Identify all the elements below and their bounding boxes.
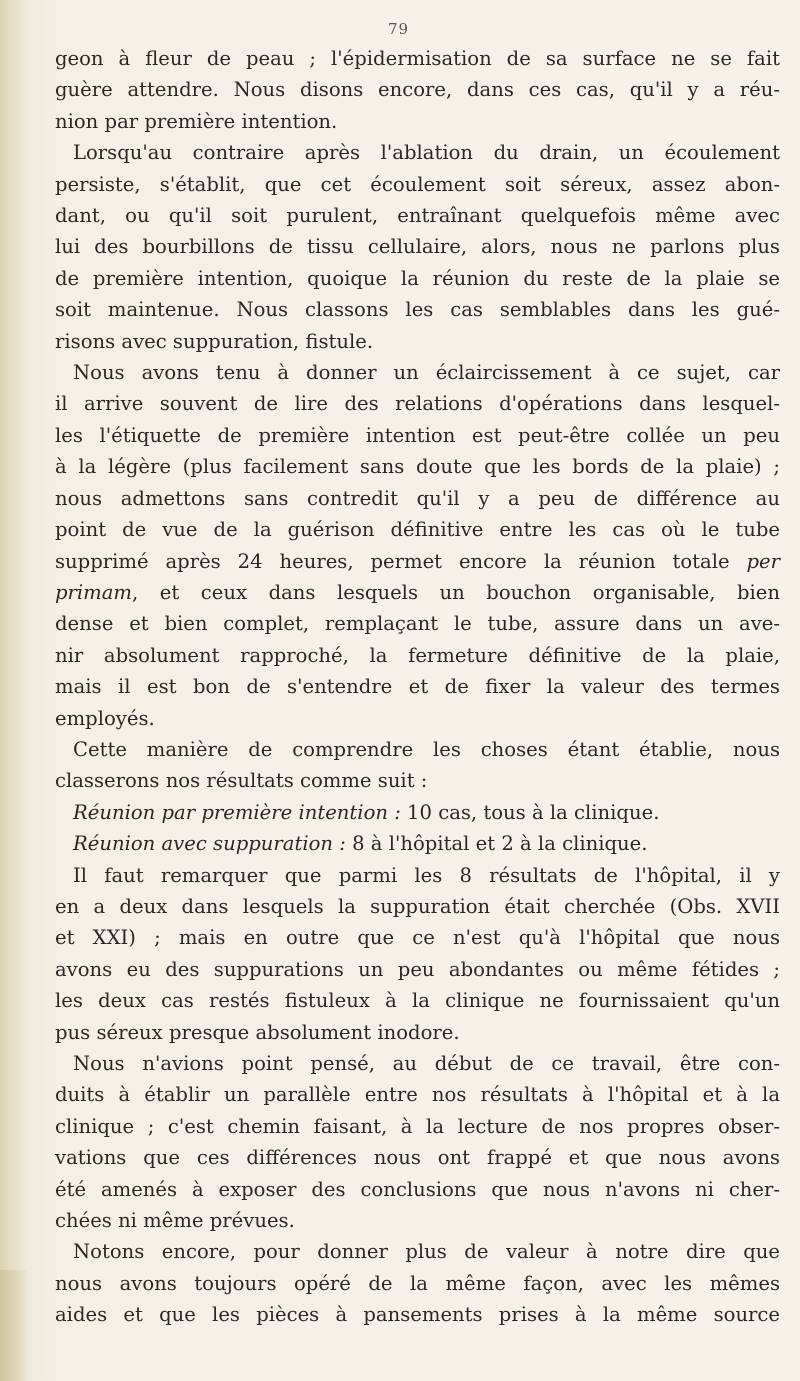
text-line [55,1079,780,1110]
text-line [55,922,780,953]
line-text: les l'étiquette de première intention est peut-être collée un peu [55,423,780,447]
line-text: et XXI) ; mais en outre que ce n'est qu'à l'hôpital que nous [55,926,780,950]
text-line [55,671,780,702]
text-line [55,388,780,419]
line-text: lui des bourbillons de tissu cellulaire, alors, nous ne parlons plus [55,235,780,259]
line-text: supprimé après 24 heures, permet encore la réunion totale [55,549,730,573]
line-text: Nous n'avions point pensé, au début de ce travail, être con- [73,1052,780,1075]
line-text: dant, ou qu'il soit purulent, entraînant quelquefois même avec [55,204,780,228]
text-line [55,231,780,262]
line-text: risons avec suppuration, fistule. [55,329,374,353]
text-line [55,1142,780,1173]
line-text: duits à établir un parallèle entre nos résultats à l'hôpital et à la [55,1083,780,1107]
text-line [55,546,780,577]
line-text: 8 à l'hôpital et 2 à la clinique. [345,832,648,856]
line-text: Lorsqu'au contraire après l'ablation du drain, un écoulement [73,141,780,165]
text-line [55,1048,780,1079]
text-line [55,1299,780,1330]
page-gutter-shadow-bottom [0,1270,28,1381]
line-text: clinique ; c'est chemin faisant, à la lecture de nos propres obser- [55,1114,780,1138]
line-text: Notons encore, pour donner plus de valeur à notre dire que [73,1240,780,1264]
line-text: il arrive souvent de lire des relations d'opérations dans lesquel- [55,392,780,416]
text-line [55,106,780,137]
line-text: Il faut remarquer que parmi les 8 résultats de l'hôpital, il y [73,863,780,887]
line-text: nous admettons sans contredit qu'il y a peu de différence au [55,486,780,510]
line-text: nous avons toujours opéré de la même façon, avec les mêmes [55,1271,780,1295]
line-text: de première intention, quoique la réunion du reste de la plaie se [55,266,780,290]
text-line [55,43,780,74]
text-line [55,765,780,796]
text-line [55,420,780,451]
line-text: dense et bien complet, remplaçant le tube, assure dans un ave- [55,612,780,636]
line-text: employés. [55,706,155,730]
line-text: point de vue de la guérison définitive entre les cas où le tube [55,518,780,542]
text-line [55,326,780,357]
text-line [55,797,780,828]
line-text: pus séreux presque absolument inodore. [55,1020,460,1044]
body-text [55,43,780,1331]
line-text: Nous avons tenu à donner un éclaircissement à ce sujet, car [73,361,780,385]
line-text: , et ceux dans lesquels un bouchon organisable, bien [132,580,780,604]
line-text: nion par première intention. [55,109,338,133]
line-text: persiste, s'établit, que cet écoulement soit séreux, assez abon- [55,172,780,196]
line-text: vations que ces différences nous ont frappé et que nous avons [55,1146,780,1170]
text-line [55,1017,780,1048]
text-line [55,263,780,294]
line-text: chées ni même prévues. [55,1209,295,1233]
text-line [55,200,780,231]
line-text: geon à fleur de peau ; l'épidermisation de sa surface ne se fait [55,47,780,70]
text-line [55,828,780,859]
text-line [55,483,780,514]
text-line [55,860,780,891]
italic-text: Réunion avec suppuration : [73,832,346,856]
line-text: classerons nos résultats comme suit : [55,769,428,793]
line-text: 10 cas, tous à la clinique. [400,800,660,824]
page-gutter-shadow [0,0,22,1381]
line-text: soit maintenue. Nous classons les cas semblables dans les gué- [55,298,780,322]
text-line [55,74,780,105]
line-text: mais il est bon de s'entendre et de fixer la valeur des termes [55,675,780,699]
text-line [55,169,780,200]
text-line [55,577,780,608]
line-text: Cette manière de comprendre les choses étant établie, nous [73,737,780,761]
text-line [55,294,780,325]
line-text: en a deux dans lesquels la suppuration était cherchée (Obs. XVII [55,894,780,918]
text-line [55,137,780,168]
text-line [55,640,780,671]
line-text: les deux cas restés fistuleux à la clinique ne fournissaient qu'un [55,989,780,1013]
text-line [55,1268,780,1299]
italic-text: primam [55,580,133,604]
text-line [55,734,780,765]
line-text: aides et que les pièces à pansements prises à la même source [55,1303,780,1327]
text-line [55,1236,780,1267]
italic-text: Réunion par première intention : [73,800,401,824]
text-line [55,1205,780,1236]
line-text: été amenés à exposer des conclusions que nous n'avons ni cher- [55,1177,780,1201]
text-line [55,1111,780,1142]
text-line [55,608,780,639]
line-text: nir absolument rapproché, la fermeture définitive de la plaie, [55,643,780,667]
line-text: à la légère (plus facilement sans doute que les bords de la plaie) ; [55,455,780,479]
page-number: 79 [388,20,410,38]
text-line [55,954,780,985]
text-line [55,514,780,545]
text-line [55,703,780,734]
text-line [55,357,780,388]
line-text: avons eu des suppurations un peu abondantes ou même fétides ; [55,957,780,981]
text-line [55,891,780,922]
text-line [55,985,780,1016]
text-line [55,451,780,482]
italic-text: per [729,549,780,573]
line-text: guère attendre. Nous disons encore, dans ces cas, qu'il y a réu- [55,78,780,102]
text-line [55,1174,780,1205]
